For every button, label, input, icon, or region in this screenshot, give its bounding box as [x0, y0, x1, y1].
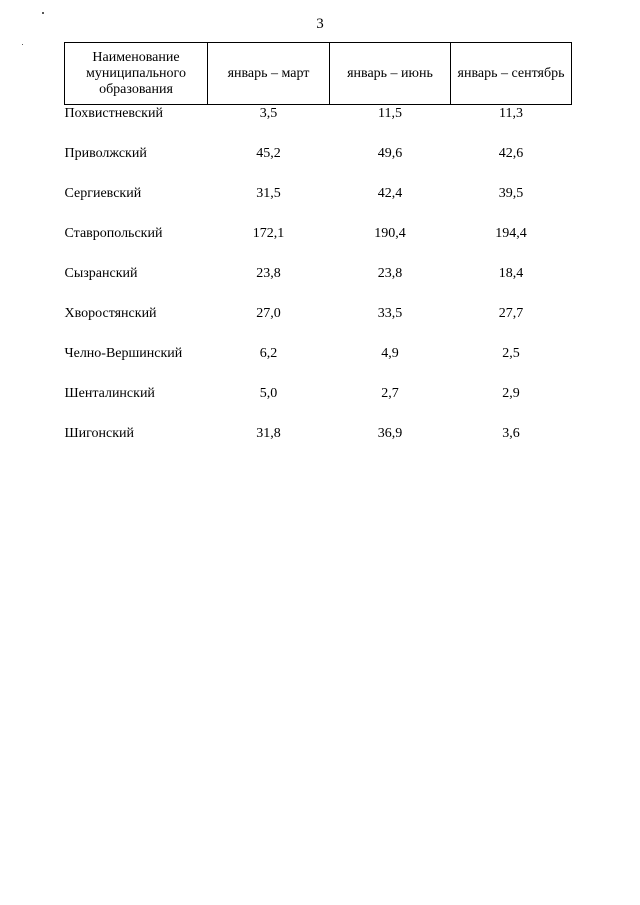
table-row [65, 105, 572, 146]
value-jan-mar: 31,5 [256, 186, 281, 201]
header-jan-mar: январь – март [208, 43, 330, 105]
value-jan-sep: 27,7 [498, 306, 524, 321]
value-jan-mar: 172,1 [252, 226, 285, 241]
header-jan-jun: январь – июнь [330, 43, 451, 105]
table-row [65, 145, 572, 185]
value-jan-jun: 23,8 [377, 266, 403, 281]
table-row [65, 425, 572, 465]
value-jan-sep: 2,5 [502, 346, 520, 361]
value-jan-jun: 2,7 [381, 386, 399, 401]
table-row [65, 225, 572, 265]
municipality-name: Челно-Вершинский [64, 346, 183, 361]
value-jan-jun: 11,5 [378, 106, 402, 121]
value-jan-jun: 190,4 [374, 226, 406, 241]
value-jan-mar: 3,5 [259, 106, 278, 121]
table-row [65, 265, 572, 305]
scan-speck [22, 44, 23, 45]
table-row [65, 305, 572, 345]
municipality-name: Сергиевский [64, 186, 142, 201]
value-jan-mar: 5,0 [259, 386, 278, 401]
municipality-name: Шенталинский [64, 386, 155, 401]
value-jan-jun: 49,6 [377, 146, 403, 161]
scan-speck [42, 12, 44, 14]
municipality-name: Похвистневский [64, 106, 163, 121]
value-jan-mar: 45,2 [256, 146, 281, 161]
value-jan-mar: 31,8 [256, 426, 281, 441]
municipality-name: Сызранский [64, 266, 138, 281]
value-jan-sep: 194,4 [495, 226, 527, 241]
table-row [65, 185, 572, 225]
value-jan-mar: 27,0 [256, 306, 281, 321]
table-row [65, 345, 572, 385]
table-header-row [65, 43, 572, 105]
page-number: 3 [316, 16, 324, 32]
value-jan-jun: 33,5 [377, 306, 403, 321]
data-table [64, 42, 572, 465]
municipality-name: Шигонский [64, 426, 135, 441]
value-jan-jun: 42,4 [377, 186, 403, 201]
municipality-name: Хворостянский [64, 306, 157, 321]
value-jan-mar: 23,8 [256, 266, 281, 281]
value-jan-sep: 42,6 [498, 146, 524, 161]
municipality-name: Ставропольский [64, 226, 163, 241]
table-row [65, 385, 572, 425]
header-jan-sep: январь – сентябрь [451, 43, 572, 105]
value-jan-sep: 11,3 [499, 106, 523, 121]
value-jan-sep: 18,4 [498, 266, 524, 281]
value-jan-sep: 39,5 [498, 186, 524, 201]
header-municipality: Наименование муниципального образования [65, 43, 208, 105]
value-jan-mar: 6,2 [259, 346, 278, 361]
value-jan-jun: 36,9 [377, 426, 403, 441]
value-jan-sep: 2,9 [502, 386, 520, 401]
municipality-name: Приволжский [64, 146, 147, 161]
value-jan-jun: 4,9 [381, 346, 399, 361]
value-jan-sep: 3,6 [502, 426, 520, 441]
